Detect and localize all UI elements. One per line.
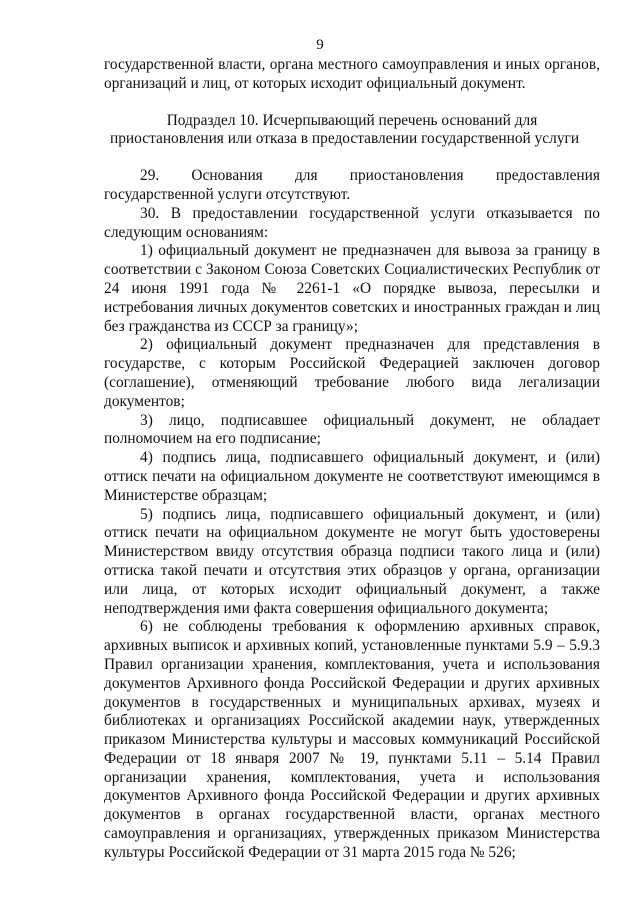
paragraph-29: 29. Основания для приостановления предоставления государственной услуги отсутствуют.: [104, 167, 600, 203]
ground-item-5: 5) подпись лица, подписавшего официальный документ, и (или) оттиск печати на официальном документе не могут быть удостоверены Министерством ввиду отсутствия образца подписи такого лица и (или) оттиска такой печати и отсутствия этих образцов у органа, организации или лица, от которых исходит официальный документ, а также неподтверждения ими факта совершения официального документа;: [104, 505, 600, 617]
page-body: [104, 56, 600, 863]
ground-item-3: 3) лицо, подписавшее официальный документ, не обладает полномочием на его подписание;: [104, 411, 600, 448]
ground-item-2: 2) официальный документ предназначен для представления в государстве, с которым Российской Федерацией заключен договор (соглашение), отменяющий требование любого вида легализации документов;: [104, 336, 600, 410]
continuation-paragraph: государственной власти, органа местного самоуправления и иных органов, организаций и лиц, от которых исходит официальный документ.: [104, 56, 600, 92]
ground-item-1: 1) официальный документ не предназначен для вывоза за границу в соответствии с Законом Союза Советских Социалистических Республик от 24 июня 1991 года № 2261-1 «О порядке вывоза, пересылки и истребования личных документов советских и иностранных граждан и лиц без гражданства из СССР за границу»;: [104, 242, 600, 335]
ground-item-6: 6) не соблюдены требования к оформлению архивных справок, архивных выписок и архивных копий, установленные пунктами 5.9 – 5.9.3 Правил организации хранения, комплектования, учета и использования документов Архивного фонда Российской Федерации и других архивных документов в государственных и муниципальных архивах, музеях и библиотеках и организациях Российской академии наук, утвержденных приказом Министерства культуры и массовых коммуникаций Российской Федерации от 18 января 2007 № 19, пунктами 5.11 – 5.14 Правил организации хранения, комплектования, учета и использования документов Архивного фонда Российской Федерации и других архивных документов в органах государственной власти, органах местного самоуправления и организациях, утвержденных приказом Министерства культуры Российской Федерации от 31 марта 2015 года № 526;: [104, 618, 600, 861]
subsection-heading: Подраздел 10. Исчерпывающий перечень оснований для приостановления или отказа в предоставлении государственной услуги: [110, 111, 580, 148]
ground-item-4: 4) подпись лица, подписавшего официальный документ, и (или) оттиск печати на официальном документе не соответствуют имеющимся в Министерстве образцам;: [104, 449, 600, 504]
paragraph-30: 30. В предоставлении государственной услуги отказывается по следующим основаниям:: [104, 204, 600, 241]
page-number: 9: [316, 37, 324, 53]
